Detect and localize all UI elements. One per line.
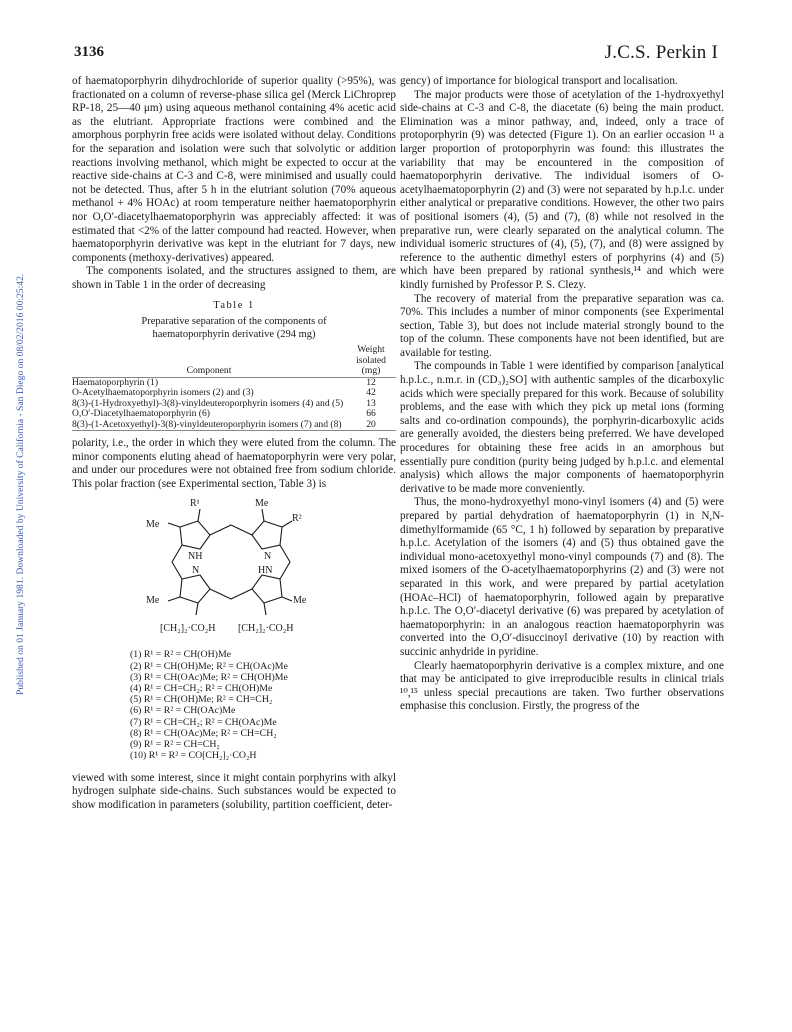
right-paragraph-6: Clearly haematoporphyrin derivative is a complex mixture, and one that may be anticipated to give irreproducible results in clinical trials ¹⁰,¹⁵ unless special precautions are taken. Two further observations emphasise this conclusion. Firstly, the progress of the (400, 659, 724, 713)
table-cell-component: 8(3)-(1-Acetoxyethyl)-3(8)-vinyldeuteroporphyrin isomers (7) and (8) (72, 418, 342, 430)
left-paragraph-4: viewed with some interest, since it might contain porphyrins with alkyl hydrogen sulphate side-chains. Such substances would be expected to show modification in parameters (solubility, partition coefficient, deter- (72, 771, 396, 811)
left-column (72, 75, 396, 812)
porphyrin-structure (72, 497, 396, 647)
table-cell-weight: 20 (366, 418, 376, 430)
table-title: Table 1 (213, 299, 255, 311)
definition-line: (3) R¹ = CH(OAc)Me; R² = CH(OH)Me (130, 671, 288, 683)
left-paragraph-3: polarity, i.e., the order in which they were eluted from the column. The minor components eluting ahead of haematoporphyrin were very polar, and under our procedures were not obtained free from sodium chloride. This polar fraction (see Experimental section, Table 3) is (72, 437, 396, 490)
definition-line: (4) R¹ = CH=CH₂; R² = CH(OH)Me (130, 683, 273, 695)
side-chain-label: [CH₂]₂·CO₂H (160, 623, 216, 635)
definition-line: (9) R¹ = R² = CH=CH₂ (130, 739, 220, 751)
components-table (72, 345, 396, 431)
side-chain-label: [CH₂]₂·CO₂H (238, 623, 294, 635)
table-cell-component: O,O′-Diacetylhaematoporphyrin (6) (72, 408, 210, 420)
table-header-weight: Weight isolated (mg) (356, 344, 386, 377)
left-paragraph-2: The components isolated, and the structures assigned to them, are shown in Table 1 in the order of decreasing (72, 265, 396, 291)
definition-line: (5) R¹ = CH(OH)Me; R² = CH=CH₂ (130, 694, 273, 706)
substituent-definitions (130, 649, 396, 761)
right-paragraph-3: The recovery of material from the preparative separation was ca. 70%. This includes a number of minor components (see Experimental section, Table 3), but does not include material strongly bound to the top of the column. These components have not been identified, but are available for testing. (400, 292, 724, 359)
right-paragraph-5: Thus, the mono-hydroxyethyl mono-vinyl isomers (4) and (5) were prepared by partial dehydration of haematoporphyrin (1) in N,N-dimethylformamide (65 °C, 1 h) followed by separation by preparative h.p.l.c. Acetylation of the isomers (4) and (5) thus obtained gave the individual mono-acetoxyethyl mono-vinyl compounds (7) and (8). The mixed isomers of the O-acetylhaematoporphyrins (2) and (3) were not separated in this work, and were prepared by partial acetylation (HOAc–HCl) of haematoporphyrin, followed again by preparative h.p.l.c. The O,O′-diacetyl derivative (6) was prepared by acetylation of haematoporphyrin: in an analogous reaction haematoporphyrin was converted into the O,O′-disuccinoyl derivative (10) by reaction with succinic anhydride in pyridine. (400, 496, 724, 658)
journal-title: J.C.S. Perkin I (604, 42, 718, 63)
left-paragraph-1: of haematoporphyrin dihydrochloride of superior quality (>95%), was fractionated on a column of reverse-phase silica gel (Merck LiChroprep RP-18, 25—40 μm) using aqueous methanol containing 4% acetic acid as the elutriant. Appropriate fractions were combined and the amorphous porphyrin free acids were isolated without delay. Conditions for the separation and isolation were such that solvolytic or addition reactions involving methanol, which might be expected to occur at the reactive side-chains at C-3 and C-8, were minimised and usually could not be detected. Thus, after 5 h in the elutriant solution (70% aqueous methanol + 4% HOAc) at room temperature neither haematoporphyrin nor O,O′-diacetylhaematoporphyrin was appreciably affected: it was estimated that <2% of the latter compound had reacted. However, when haematoporphyrin derivative was kept in the elutriant for 7 days, new components (methoxy-derivatives) appeared. (72, 75, 396, 264)
n-label: N (192, 565, 200, 577)
right-column (400, 75, 724, 714)
table-cell-weight: 66 (366, 408, 376, 420)
definition-line: (1) R¹ = R² = CH(OH)Me (130, 649, 232, 661)
table-row (72, 420, 396, 431)
table-cell-component: Haematoporphyrin (1) (72, 376, 159, 388)
right-paragraph-4: The compounds in Table 1 were identified by comparison [analytical h.p.l.c., n.m.r. in (CD₃)₂SO] with authentic samples of the dicarboxylic acids which were specially prepared for this work. Because of solubility problems, and the ease with which they pick up metal ions (forming salts and co-ordination compounds), the porphyrin-dicarboxylic acids are generally avoided, the diesters being preferred. We have developed procedures for obtaining these free acids in an amorphous but essentially pure condition (purity being judged by h.p.l.c. and elemental analysis) which allows the major components of haematoporphyrin derivative to be made more conveniently. (400, 360, 724, 495)
nh-label: NH (188, 551, 203, 563)
table-cell-weight: 42 (366, 387, 376, 399)
n-label: N (264, 551, 272, 563)
table-cell-component: O-Acetylhaematoporphyrin isomers (2) and (3) (72, 387, 254, 399)
r1-label: R¹ (190, 498, 200, 510)
table-header-component: Component (186, 365, 232, 377)
right-paragraph-1: gency) of importance for biological transport and localisation. (400, 75, 678, 87)
table-header-row (72, 345, 396, 377)
table-cell-weight: 12 (366, 376, 376, 388)
definition-line: (10) R¹ = R² = CO[CH₂]₂·CO₂H (130, 750, 257, 762)
me-label: Me (255, 498, 269, 510)
right-paragraph-2: The major products were those of acetylation of the 1-hydroxyethyl side-chains at C-3 and C-8, the diacetate (6) being the main product. Elimination was a minor pathway, and, indeed, only a trace of protoporphyrin (9) was detected (Figure 1). On an earlier occasion ¹¹ a larger proportion of protoporphyrin was found: this illustrates the variability that may be encountered in the composition of haematoporphyrin derivative. The individual isomers of O-acetylhaematoporphyrin (2) and (3) were not separated by h.p.l.c. under either analytical or preparative conditions. However, the other two pairs of positional isomers (4), (5) and (7), (8) while not resolved in the preparative run, were clearly separated on the analytical column. The individual isomeric structures of (4), (5), (7), and (8) were assigned by reference to the authentic dimethyl esters of porphyrins (4) and (5) which have been prepared by rational synthesis,¹⁴ and which were kindly furnished by Professor P. S. Clezy. (400, 88, 724, 291)
definition-line: (8) R¹ = CH(OAc)Me; R² = CH=CH₂ (130, 727, 277, 739)
hn-label: HN (258, 565, 273, 577)
table-cell-component: 8(3)-(1-Hydroxyethyl)-3(8)-vinyldeuteroporphyrin isomers (4) and (5) (72, 397, 344, 409)
me-label: Me (146, 519, 160, 531)
page-number: 3136 (74, 44, 104, 60)
me-label: Me (293, 595, 307, 607)
definition-line: (6) R¹ = R² = CH(OAc)Me (130, 705, 236, 717)
table-caption: Preparative separation of the components of haematoporphyrin derivative (294 mg) (141, 316, 327, 340)
definition-line: (2) R¹ = CH(OH)Me; R² = CH(OAc)Me (130, 660, 288, 672)
download-notice[interactable]: Published on 01 January 1981. Downloaded by University of California - San Diego on 08/02/2016 00:25:42. (15, 273, 26, 695)
me-label: Me (146, 595, 160, 607)
porphyrin-structure-diagram (132, 497, 332, 647)
r2-label: R² (292, 513, 302, 525)
side-note (3, 165, 26, 695)
table-cell-weight: 13 (366, 397, 376, 409)
definition-line: (7) R¹ = CH=CH₂; R² = CH(OAc)Me (130, 716, 277, 728)
